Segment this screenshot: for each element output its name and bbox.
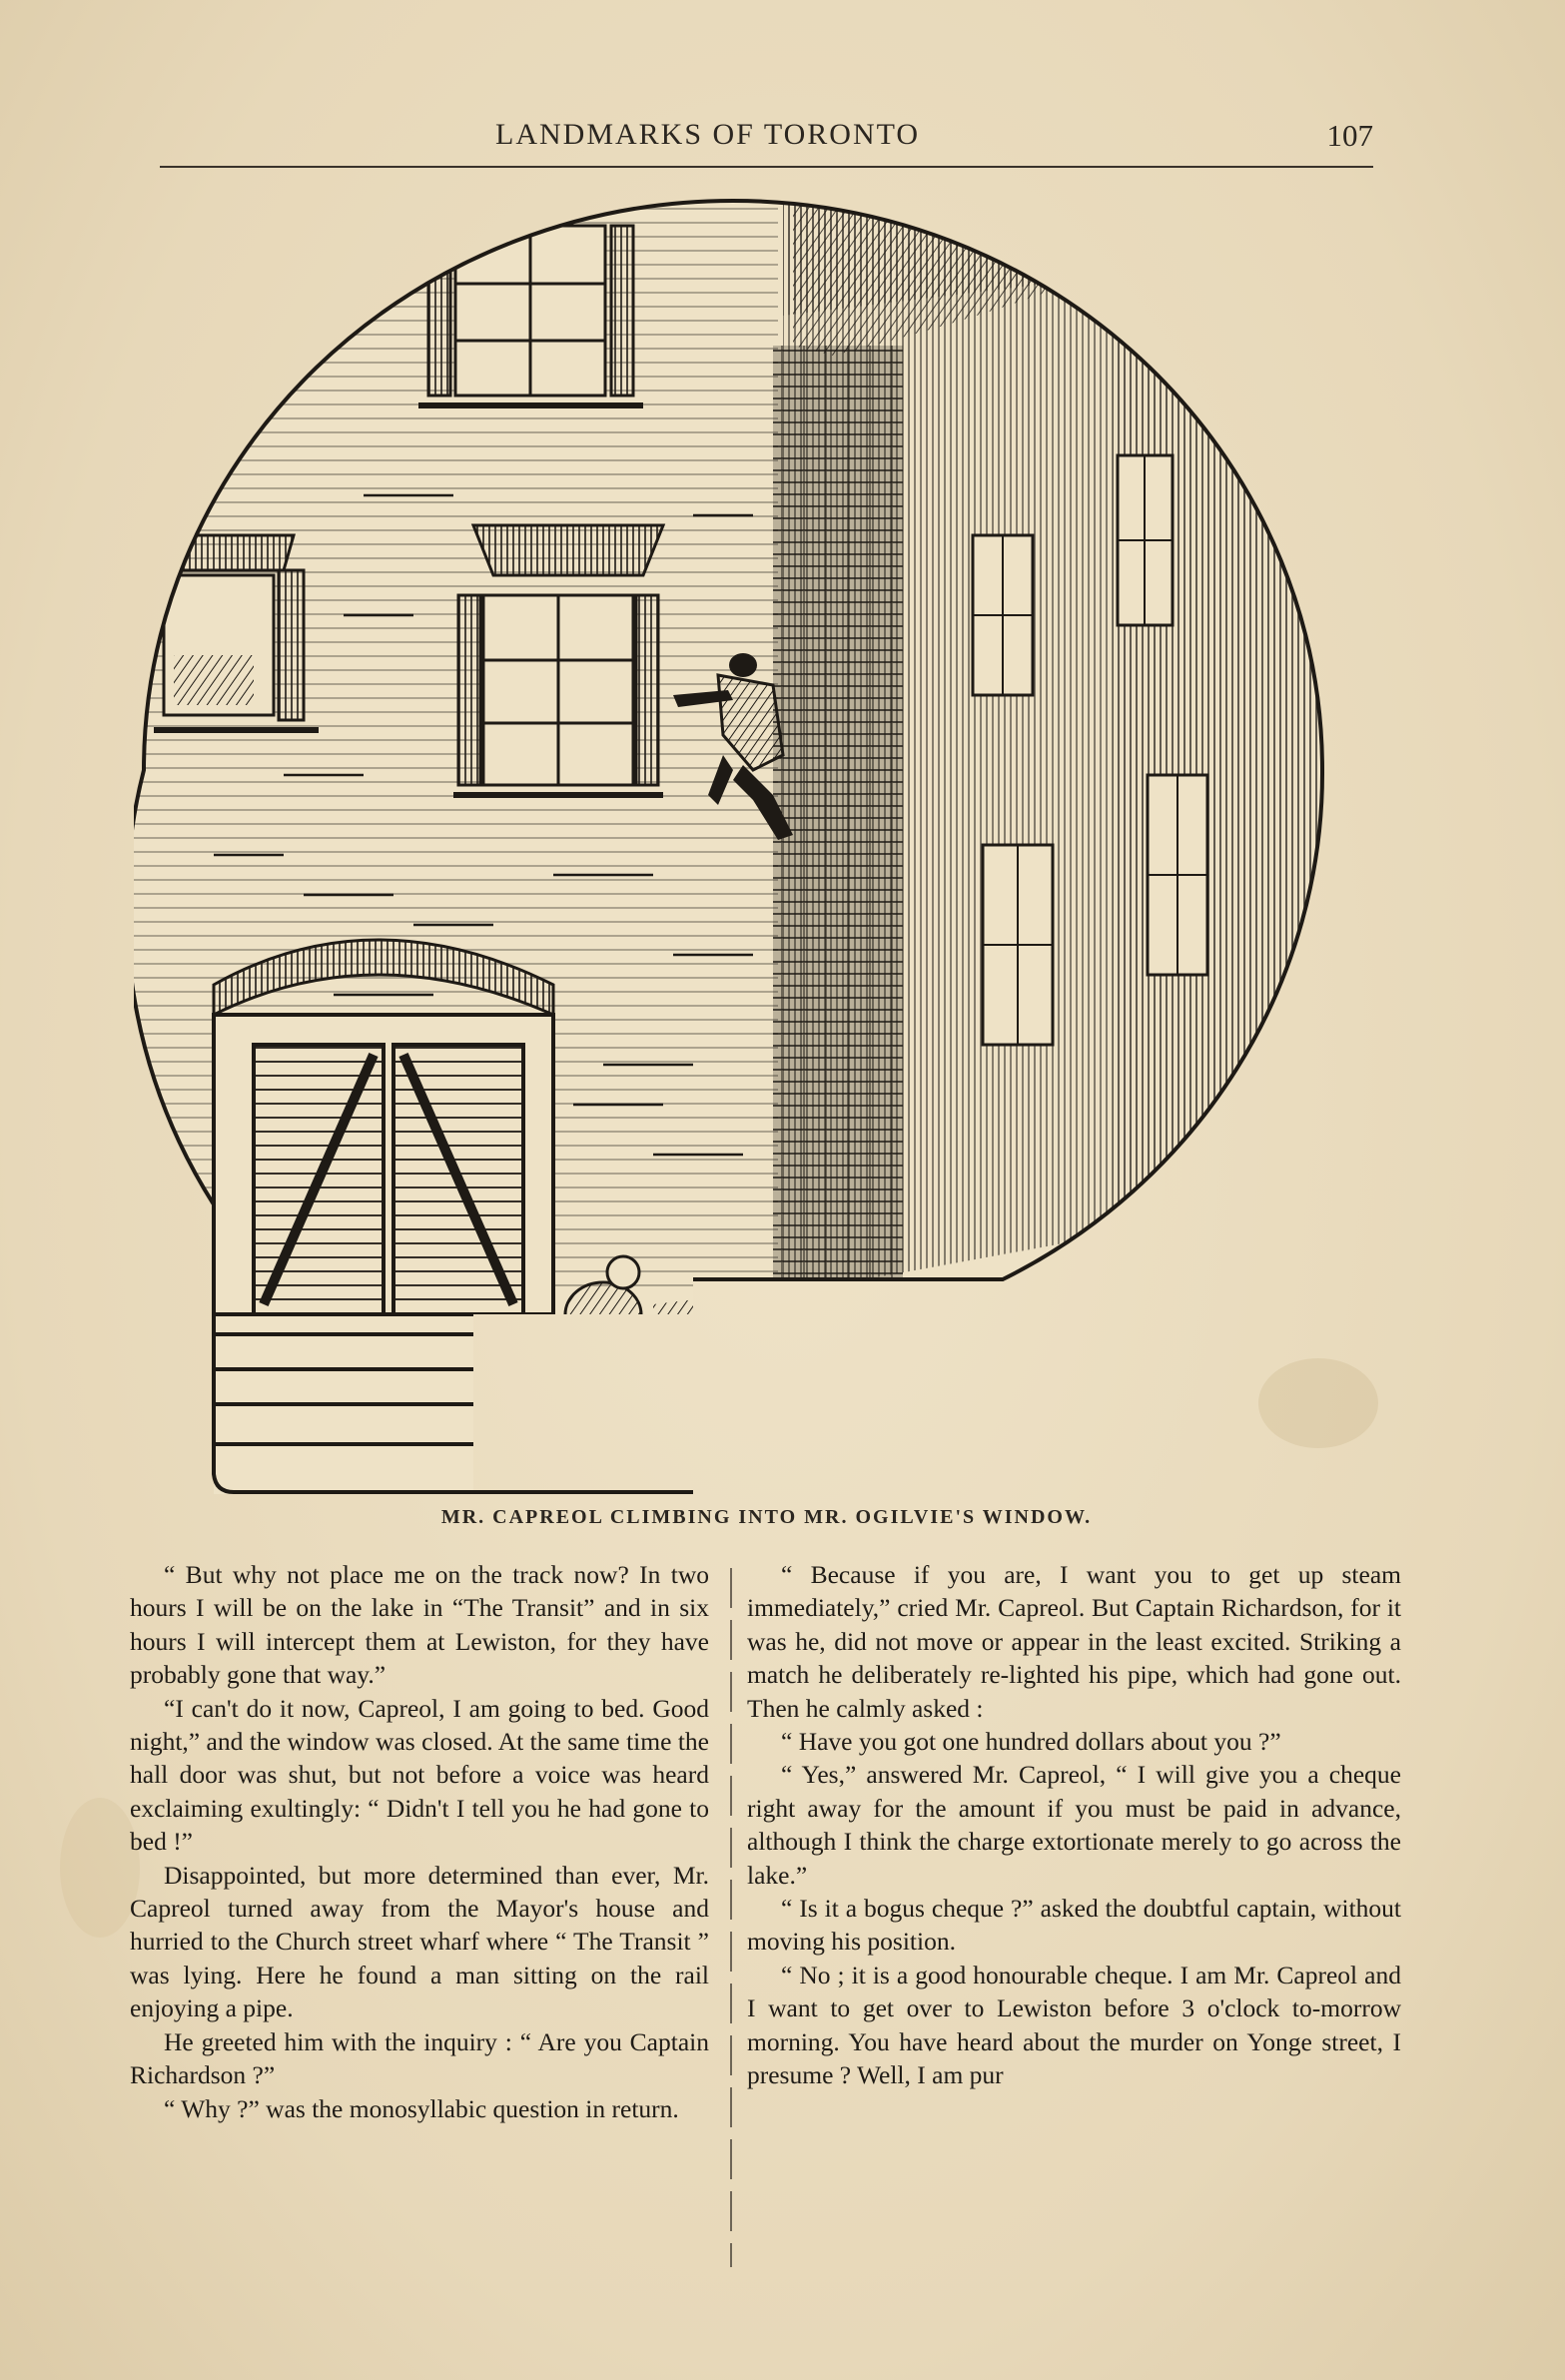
- paragraph: Disappointed, but more determined than ever, Mr. Capreol turned away from the Mayor's house and hurried to the Church street wharf where “ The Transit ” was lying. Here he found a man sitting on the rail enjoying a pipe.: [130, 1860, 709, 2023]
- column-divider: [730, 1568, 732, 2267]
- paragraph: “ Yes,” answered Mr. Capreol, “ I will give you a cheque right away for the amount if you must be paid in advance, although I think the charge extortionate merely to go across the lake.”: [747, 1760, 1401, 1890]
- running-title: LANDMARKS OF TORONTO: [495, 118, 921, 151]
- engraving-illustration: [134, 196, 1332, 1494]
- illustration-caption: MR. CAPREOL CLIMBING INTO MR. OGILVIE'S WINDOW.: [440, 1506, 1093, 1528]
- running-head: [160, 108, 1373, 168]
- paragraph: “ Is it a bogus cheque ?” asked the doubtful captain, without moving his position.: [747, 1894, 1401, 1957]
- paragraph: “ But why not place me on the track now? In two hours I will be on the lake in “The Transit” and in six hours I will intercept them at Lewiston, for they have probably gone that way.”: [130, 1560, 709, 1690]
- header-rule: [160, 166, 1373, 168]
- right-column: [747, 1558, 1401, 2092]
- paragraph: “I can't do it now, Capreol, I am going to bed. Good night,” and the window was closed. At the same time the hall door was shut, but not before a voice was heard exclaiming exultingly: “ Didn't I tell you he had gone to bed !”: [130, 1693, 709, 1857]
- paper-stain: [60, 1798, 140, 1938]
- paragraph: “ Have you got one hundred dollars about you ?”: [781, 1727, 1281, 1757]
- paragraph: “ Because if you are, I want you to get up steam immediately,” cried Mr. Capreol. But Captain Richardson, for it was he, did not move or appear in the least excited. Striking a match he deliberately re-lighted his pipe, which had gone out. Then he calmly asked :: [747, 1560, 1401, 1723]
- paragraph: “ Why ?” was the monosyllabic question in return.: [164, 2093, 679, 2123]
- paragraph: “ No ; it is a good honourable cheque. I am Mr. Capreol and I want to get over to Lewiston before 3 o'clock to-morrow morning. You have heard about the murder on Yonge street, I presume ? Well, I am pur: [747, 1960, 1401, 2090]
- page-number: 107: [1326, 118, 1373, 153]
- paragraph: He greeted him with the inquiry : “ Are you Captain Richardson ?”: [130, 2026, 709, 2090]
- left-column: [130, 1558, 709, 2125]
